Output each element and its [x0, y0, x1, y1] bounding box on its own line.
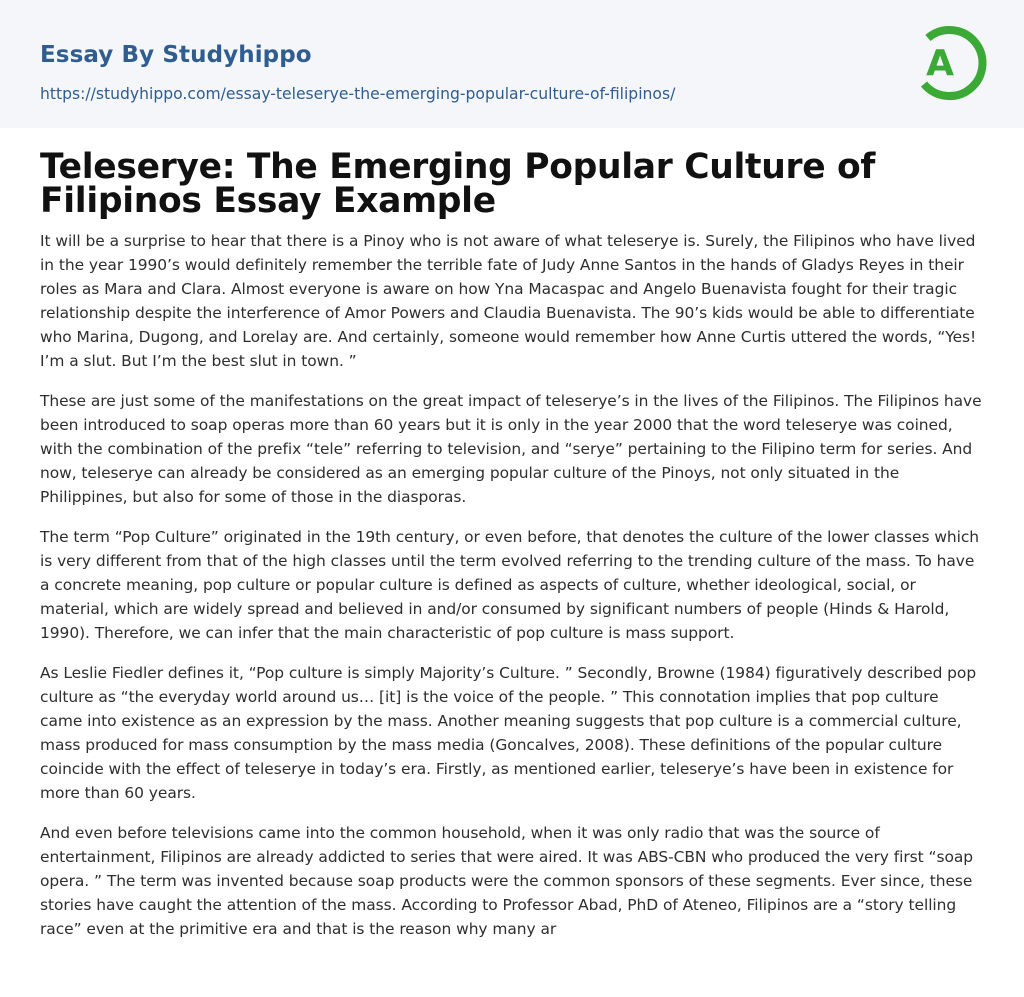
- essay-paragraph: It will be a surprise to hear that there is a Pinoy who is not aware of what teleserye is. Surely, the Filipinos who have lived in the year 1990’s would definitely remember the terrible fate of Judy Anne Santos in the hands of Gladys Reyes in their roles as Mara and Clara. Almost everyone is aware on how Yna Macaspac and Angelo Buenavista fought for their tragic relationship despite the interference of Amor Powers and Claudia Buenavista. The 90’s kids would be able to differentiate who Marina, Dugong, and Lorelay are. And certainly, someone would remember how Anne Curtis uttered the words, “Yes! I’m a slut. But I’m the best slut in town. ”: [40, 232, 977, 370]
- essay-paragraph: The term “Pop Culture” originated in the 19th century, or even before, that denotes the culture of the lower classes which is very different from that of the high classes until the term evolved referring to the trending culture of the mass. To have a concrete meaning, pop culture or popular culture is defined as aspects of culture, whether ideological, social, or material, which are widely spread and believed in and/or consumed by significant numbers of people (Hinds & Harold, 1990). Therefore, we can infer that the main characteristic of pop culture is mass support.: [40, 528, 980, 642]
- essay-url-link[interactable]: https://studyhippo.com/essay-teleserye-the-emerging-popular-culture-of-filipinos/: [40, 85, 676, 103]
- essay-paragraph: As Leslie Fiedler defines it, “Pop culture is simply Majority’s Culture. ” Secondly, Browne (1984) figuratively described pop culture as “the everyday world around us… [it] is the voice of the people. ” This connotation implies that pop culture came into existence as an expression by the mass. Another meaning suggests that pop culture is a commercial culture, mass produced for mass consumption by the mass media (Goncalves, 2008). These definitions of the popular culture coincide with the effect of teleserye in today’s era. Firstly, as mentioned earlier, teleserye’s have been in existence for more than 60 years.: [40, 664, 977, 802]
- site-header: [0, 0, 1024, 128]
- essay-title: Teleserye: The Emerging Popular Culture of Filipinos Essay Example: [40, 147, 876, 221]
- essay-body: [40, 229, 984, 957]
- essay-paragraph: These are just some of the manifestations on the great impact of teleserye’s in the lives of the Filipinos. The Filipinos have been introduced to soap operas more than 60 years but it is only in the year 2000 that the word teleserye was coined, with the combination of the prefix “tele” referring to television, and “serye” pertaining to the Filipino term for series. And now, teleserye can already be considered as an emerging popular culture of the Pinoys, not only situated in the Philippines, but also for some of those in the diasporas.: [40, 392, 982, 506]
- logo-letter: A: [926, 43, 954, 84]
- studyhippo-logo-icon[interactable]: [912, 18, 988, 106]
- site-brand[interactable]: Essay By Studyhippo: [40, 42, 312, 68]
- essay-paragraph: And even before televisions came into the common household, when it was only radio that was the source of entertainment, Filipinos are already addicted to series that were aired. It was ABS-CBN who produced the very first “soap opera. ” The term was invented because soap products were the common sponsors of these segments. Ever since, these stories have caught the attention of the mass. According to Professor Abad, PhD of Ateneo, Filipinos are a “story telling race” even at the primitive era and that is the reason why many ar: [40, 824, 973, 938]
